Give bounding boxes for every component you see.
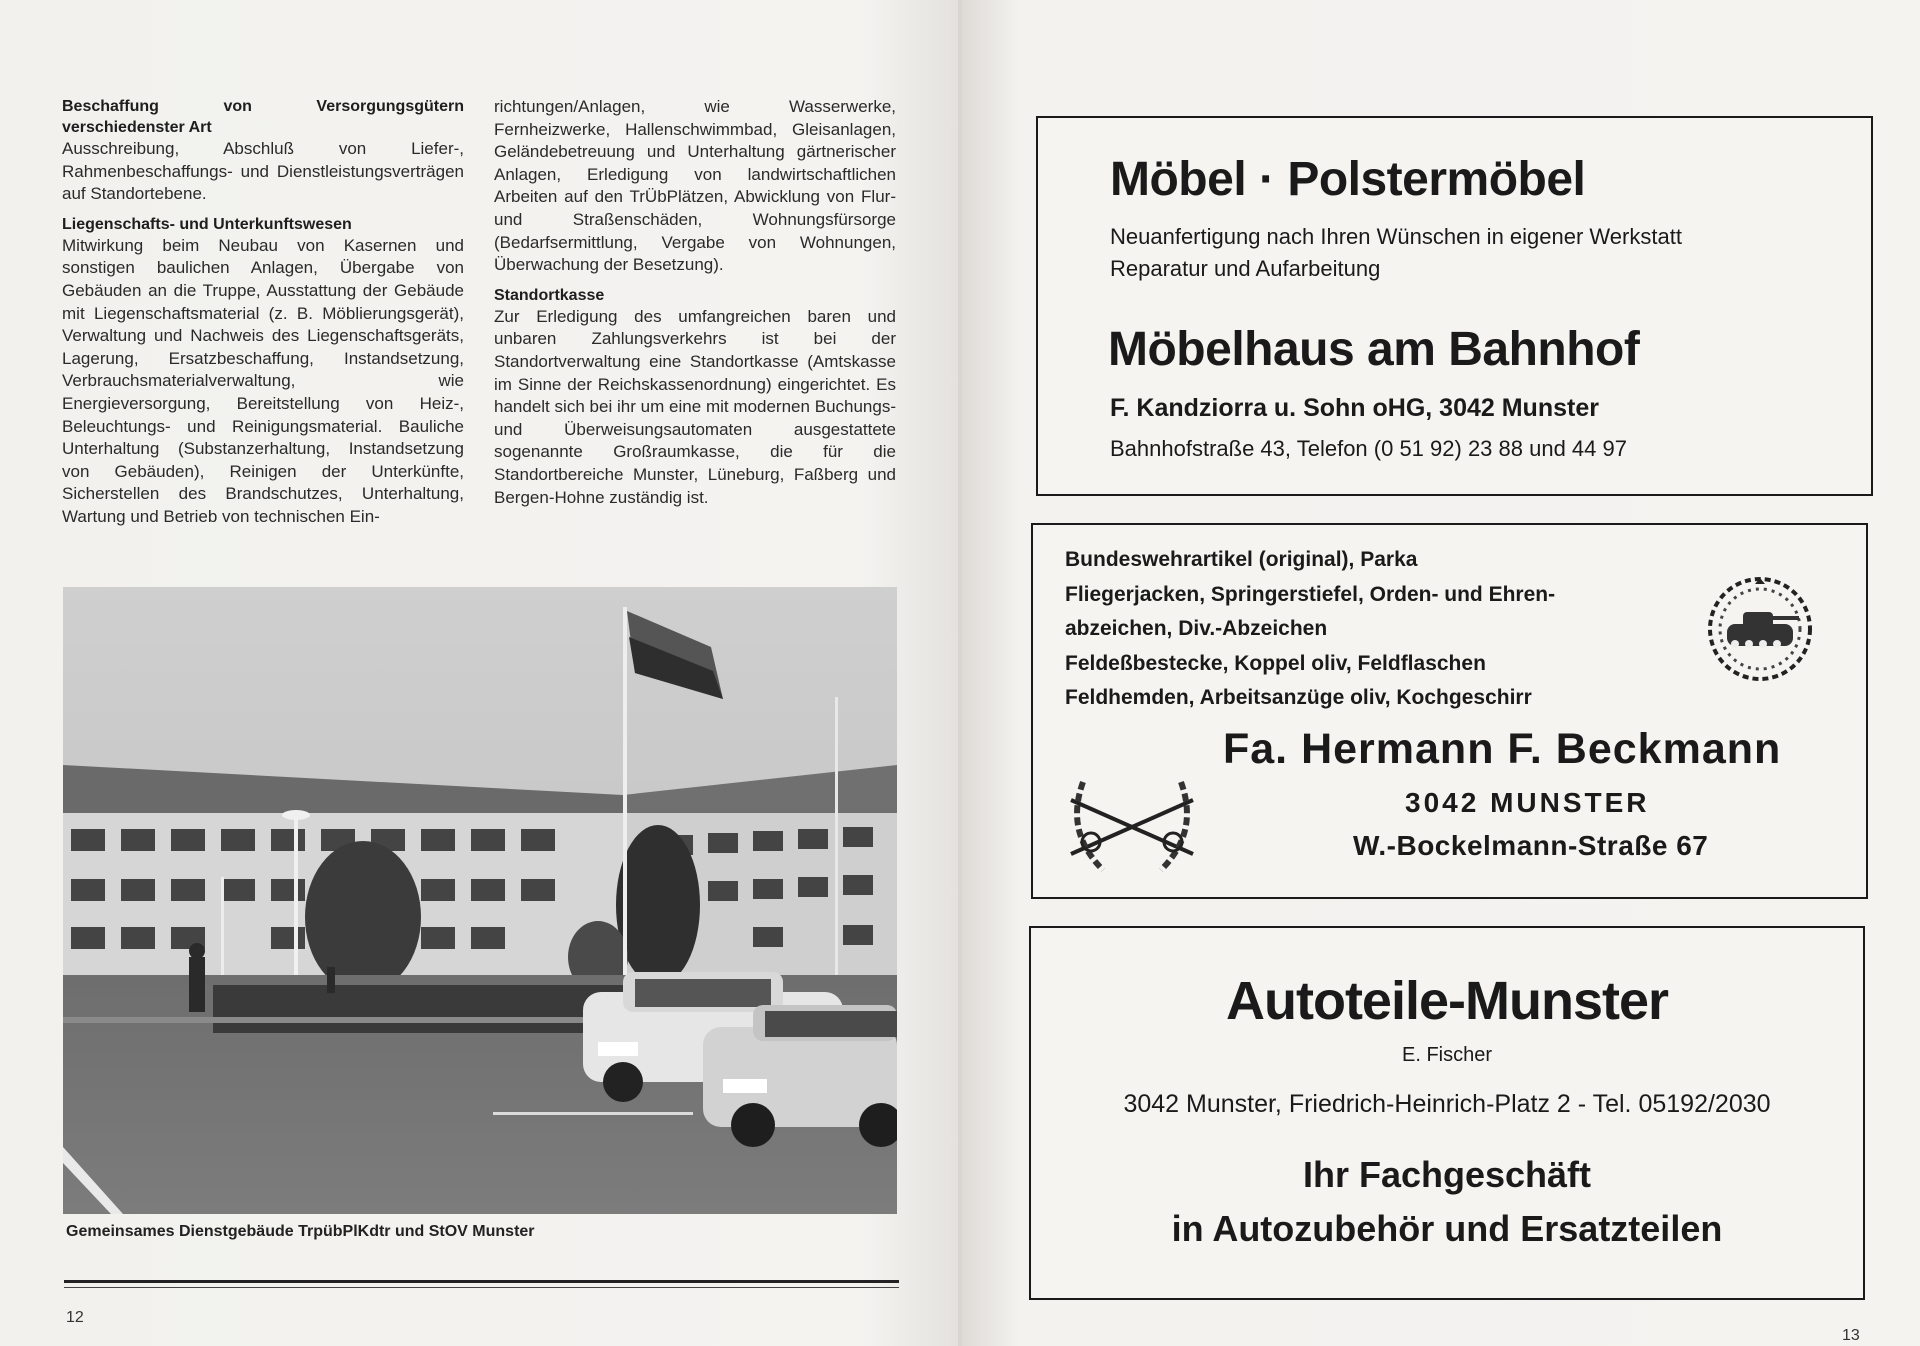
footer-rule-thick — [64, 1280, 899, 1283]
ad-military-goods — [1031, 523, 1868, 899]
ad-auto-title: Autoteile-Munster — [1226, 971, 1668, 1031]
footer-rule-thin — [64, 1287, 899, 1288]
ad-military-item: Fliegerjacken, Springerstiefel, Orden- und Ehren- — [1065, 582, 1556, 606]
ad-military-item: Feldeßbestecke, Koppel oliv, Feldflaschen — [1065, 651, 1486, 675]
crossed-rifles-badge-icon — [1063, 770, 1201, 880]
ad-auto-slogan-2: in Autozubehör und Ersatzteilen — [1171, 1208, 1723, 1249]
ad-auto-slogan-1: Ihr Fachgeschäft — [1302, 1154, 1592, 1195]
paragraph-facilities: richtungen/Anlagen, wie Wasserwerke, Fernheizwerke, Hallenschwimmbad, Gleisanlagen, Geländebetreuung und Unterhaltung gärtnerischer Anlagen, Erledigung von landwirtschaftlichen Arbeiten auf den TrÜbPlätzen, Abwicklung von Flur- und Straßenschäden, Wohnungsfürsorge (Bedarfsermittlung, Vergabe von Wohnungen, Überwachung der Besetzung). — [494, 97, 896, 275]
text-column-2 — [494, 96, 896, 517]
ad-furniture-line2: Reparatur und Aufarbeitung — [1110, 256, 1381, 281]
right-page — [962, 0, 1920, 1346]
paragraph-cash-office: Zur Erledigung des umfangreichen baren und unbaren Zahlungsverkehrs ist bei der Standortverwaltung eine Standortkasse (Amtskasse im Sinne der Reichskassenordnung) eingerichtet. Es handelt sich bei ihr um eine mit modernen Buchungs- und Überweisungsautomaten ausgestattete sogenannte Großraumkasse, die für die Standortbereiche Munster, Lüneburg, Faßberg und Bergen-Hohne zuständig ist. — [494, 306, 896, 507]
ad-furniture — [1036, 116, 1873, 496]
ad-furniture-owner: F. Kandziorra u. Sohn oHG, 3042 Munster — [1110, 394, 1599, 422]
photo-caption: Gemeinsames Dienstgebäude TrpübPlKdtr und StOV Munster — [66, 1223, 535, 1240]
ad-military-item: Bundeswehrartikel (original), Parka — [1065, 548, 1418, 571]
paragraph-real-estate: Mitwirkung beim Neubau von Kasernen und sonstigen baulichen Anlagen, Übergabe von Gebäuden an die Truppe, Ausstattung der Gebäude mit Liegenschaftsmaterial (z. B. Möblierungsgerät), Verwaltung und Nachweis des Liegenschaftsgeräts, Lagerung, Ersatzbeschaffung, Instandsetzung, Verbrauchsmaterialverwaltung, wie Energieversorgung, Bereitstellung von Heiz-, Beleuchtungs- und Reinigungsmaterial. Bauliche Unterhaltung (Substanzerhaltung, Instandsetzung von Gebäuden), Reinigen der Unterkünfte, Sicherstellen des Brandschutzes, Unterhaltung, Wartung und Betrieb von technischen Ein- — [62, 235, 464, 526]
ad-military-company: Fa. Hermann F. Beckmann — [1223, 725, 1782, 773]
paragraph-procurement: Ausschreibung, Abschluß von Liefer-, Rahmenbeschaffungs- und Dienstleistungsverträgen auf Standortebene. — [62, 139, 464, 204]
page-number-left: 12 — [66, 1309, 84, 1326]
ad-military-item: Feldhemden, Arbeitsanzüge oliv, Kochgeschirr — [1065, 686, 1532, 709]
ad-military-city: 3042 MUNSTER — [1405, 787, 1650, 818]
text-column-1 — [62, 96, 464, 537]
building-photo — [63, 587, 897, 1214]
ad-furniture-line1: Neuanfertigung nach Ihren Wünschen in eigener Werkstatt — [1110, 224, 1682, 249]
ad-military-item: abzeichen, Div.-Abzeichen — [1065, 617, 1328, 640]
ad-furniture-title: Möbel · Polstermöbel — [1110, 153, 1586, 206]
ad-military-street: W.-Bockelmann-Straße 67 — [1353, 830, 1709, 861]
ad-auto-owner: E. Fischer — [1401, 1044, 1493, 1066]
heading-cash-office: Standortkasse — [494, 286, 605, 304]
ad-furniture-company: Möbelhaus am Bahnhof — [1108, 323, 1640, 376]
ad-auto-parts — [1029, 926, 1865, 1300]
tank-badge-icon — [1705, 574, 1815, 684]
heading-real-estate: Liegenschafts- und Unterkunftswesen — [62, 215, 352, 233]
ad-military-items — [1065, 543, 1555, 716]
heading-procurement: Beschaffung von Versorgungsgütern verschiedenster Art — [62, 98, 464, 136]
ad-furniture-address: Bahnhofstraße 43, Telefon (0 51 92) 23 88 und 44 97 — [1110, 436, 1627, 461]
page-number-right: 13 — [1842, 1327, 1860, 1344]
left-page — [0, 0, 958, 1346]
building-photo-image — [63, 587, 897, 1214]
ad-auto-address: 3042 Munster, Friedrich-Heinrich-Platz 2 - Tel. 05192/2030 — [1123, 1090, 1771, 1118]
